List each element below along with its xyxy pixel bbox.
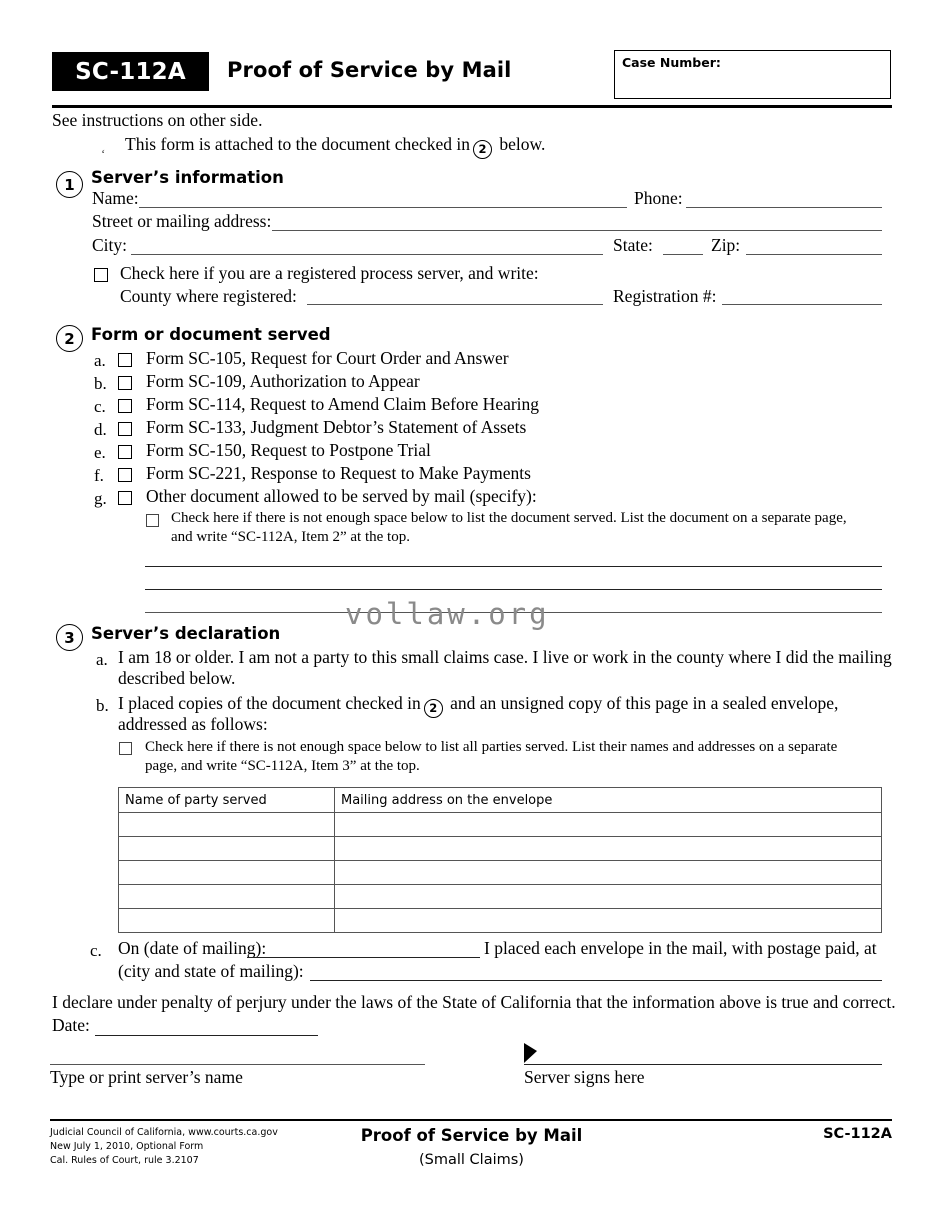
section-3-note-line1: Check here if there is not enough space below to list all parties served. List their names and addresses on a separate: [145, 739, 838, 755]
instructions-text: See instructions on other side.: [52, 110, 263, 130]
label-form-sc-221: Form SC-221, Response to Request to Make Payments: [146, 463, 531, 483]
print-name-line[interactable]: [50, 1064, 425, 1065]
label-other-document: Other document allowed to be served by mail (specify):: [146, 486, 537, 506]
section-3-overflow-checkbox[interactable]: [119, 742, 132, 755]
signature-label: Server signs here: [524, 1067, 645, 1087]
date-label: Date:: [52, 1015, 90, 1035]
cell-name[interactable]: [119, 813, 335, 837]
declaration-b-line2: addressed as follows:: [118, 714, 268, 734]
item-marker-e: e.: [94, 443, 106, 462]
section-2-number: 2: [56, 325, 83, 352]
mailing-date-input[interactable]: [247, 957, 480, 958]
label-form-sc-150: Form SC-150, Request to Postpone Trial: [146, 440, 431, 460]
document-writein-line-1[interactable]: [145, 566, 882, 567]
label-form-sc-114: Form SC-114, Request to Amend Claim Before Hearing: [146, 394, 540, 414]
item-marker-d: d.: [94, 420, 107, 439]
checkbox-form-sc-221[interactable]: [118, 468, 132, 482]
scan-artifact: ‘: [101, 146, 106, 161]
section-1-heading: Server’s information: [91, 168, 284, 187]
print-name-label: Type or print server’s name: [50, 1067, 243, 1087]
table-header-row: [119, 788, 882, 813]
mailing-city-state-input[interactable]: [310, 980, 882, 981]
mailing-city-state-label: (city and state of mailing):: [118, 961, 304, 981]
registration-number-input[interactable]: [722, 304, 882, 305]
declaration-b-post: and an unsigned copy of this page in a sealed envelope,: [450, 693, 839, 713]
section-2-note-line1: Check here if there is not enough space below to list the document served. List the document on a separate page,: [171, 510, 847, 526]
cell-address[interactable]: [335, 813, 882, 837]
name-input[interactable]: [139, 207, 627, 208]
label-form-sc-105: Form SC-105, Request for Court Order and Answer: [146, 348, 509, 368]
case-number-label: Case Number:: [622, 55, 721, 70]
attached-note: [125, 136, 545, 159]
city-input[interactable]: [131, 254, 603, 255]
checkbox-form-sc-150[interactable]: [118, 445, 132, 459]
footer-divider: [50, 1119, 892, 1121]
perjury-statement: I declare under penalty of perjury under the laws of the State of California that the information above is true and correct.: [52, 992, 896, 1012]
state-label: State:: [613, 235, 653, 255]
footer-line-1: Judicial Council of California, www.courts.ca.gov: [50, 1127, 278, 1138]
state-input[interactable]: [663, 254, 703, 255]
name-label: Name:: [92, 188, 139, 208]
phone-label: Phone:: [634, 188, 683, 208]
signature-pointer-icon: [524, 1043, 537, 1063]
section-2-note-line2: and write “SC-112A, Item 2” at the top.: [171, 529, 410, 545]
county-registered-input[interactable]: [307, 304, 603, 305]
footer-title: Proof of Service by Mail: [360, 1126, 583, 1145]
label-form-sc-133: Form SC-133, Judgment Debtor’s Statement of Assets: [146, 417, 527, 437]
column-header-name: Name of party served: [119, 788, 335, 813]
label-form-sc-109: Form SC-109, Authorization to Appear: [146, 371, 420, 391]
table-row: [119, 813, 882, 837]
footer-line-2: New July 1, 2010, Optional Form: [50, 1140, 204, 1152]
section-2-overflow-checkbox[interactable]: [146, 514, 159, 527]
section-1-number: 1: [56, 171, 83, 198]
registered-process-server-checkbox[interactable]: [94, 268, 108, 282]
section-2-heading: Form or document served: [91, 325, 331, 344]
registered-process-server-text: Check here if you are a registered process server, and write:: [120, 263, 539, 283]
city-label: City:: [92, 235, 128, 255]
declaration-b-pre: I placed copies of the document checked in: [118, 693, 421, 713]
mailing-date-trailing-text: I placed each envelope in the mail, with postage paid, at: [484, 938, 877, 958]
street-input[interactable]: [272, 230, 882, 231]
county-registered-label: County where registered:: [120, 286, 297, 306]
mailing-date-label: On (date of mailing):: [118, 938, 267, 958]
item-2-reference-icon-b: 2: [424, 699, 443, 718]
checkbox-form-sc-114[interactable]: [118, 399, 132, 413]
date-input[interactable]: [95, 1035, 318, 1036]
form-code-badge: SC-112A: [52, 52, 209, 91]
declaration-marker-c: c.: [90, 941, 102, 960]
page-title: Proof of Service by Mail: [227, 58, 512, 82]
item-marker-g: g.: [94, 489, 107, 508]
document-writein-line-2[interactable]: [145, 589, 882, 590]
registration-number-label: Registration #:: [613, 286, 717, 306]
declaration-marker-b: b.: [96, 696, 109, 715]
item-marker-b: b.: [94, 374, 107, 393]
table-row: [119, 861, 882, 885]
column-header-address: Mailing address on the envelope: [335, 788, 882, 813]
attached-note-pre: This form is attached to the document checked in: [125, 134, 471, 154]
declaration-a-line2: described below.: [118, 668, 236, 688]
attached-note-post: below.: [499, 134, 546, 154]
item-marker-a: a.: [94, 351, 106, 370]
form-header: [52, 52, 892, 108]
cell-name[interactable]: [119, 861, 335, 885]
footer-subtitle: (Small Claims): [419, 1152, 524, 1168]
street-label: Street or mailing address:: [92, 211, 272, 231]
declaration-marker-a: a.: [96, 650, 108, 669]
section-3-number: 3: [56, 624, 83, 651]
case-number-box[interactable]: [614, 50, 891, 99]
cell-address[interactable]: [335, 909, 882, 933]
zip-label: Zip:: [711, 235, 741, 255]
declaration-a-line1: I am 18 or older. I am not a party to this small claims case. I live or work in the county where I did the mailing: [118, 647, 892, 667]
table-row: [119, 909, 882, 933]
header-divider: [52, 105, 892, 108]
section-3-heading: Server’s declaration: [91, 624, 281, 643]
checkbox-form-sc-109[interactable]: [118, 376, 132, 390]
footer-form-code: SC-112A: [823, 1126, 892, 1142]
item-2-reference-icon: 2: [473, 140, 492, 159]
cell-name[interactable]: [119, 909, 335, 933]
phone-input[interactable]: [686, 207, 882, 208]
table-row: [119, 885, 882, 909]
cell-name[interactable]: [119, 885, 335, 909]
zip-input[interactable]: [746, 254, 882, 255]
cell-address[interactable]: [335, 861, 882, 885]
footer-line-3: Cal. Rules of Court, rule 3.2107: [50, 1154, 199, 1166]
cell-name[interactable]: [119, 837, 335, 861]
watermark: vollaw.org: [345, 597, 550, 631]
section-3-note-line2: page, and write “SC-112A, Item 3” at the top.: [145, 758, 420, 774]
cell-address[interactable]: [335, 837, 882, 861]
checkbox-other-document[interactable]: [118, 491, 132, 505]
item-marker-f: f.: [94, 466, 104, 485]
checkbox-form-sc-105[interactable]: [118, 353, 132, 367]
checkbox-form-sc-133[interactable]: [118, 422, 132, 436]
parties-served-table: [118, 787, 881, 933]
item-marker-c: c.: [94, 397, 106, 416]
signature-line[interactable]: [524, 1064, 882, 1065]
cell-address[interactable]: [335, 885, 882, 909]
table-row: [119, 837, 882, 861]
